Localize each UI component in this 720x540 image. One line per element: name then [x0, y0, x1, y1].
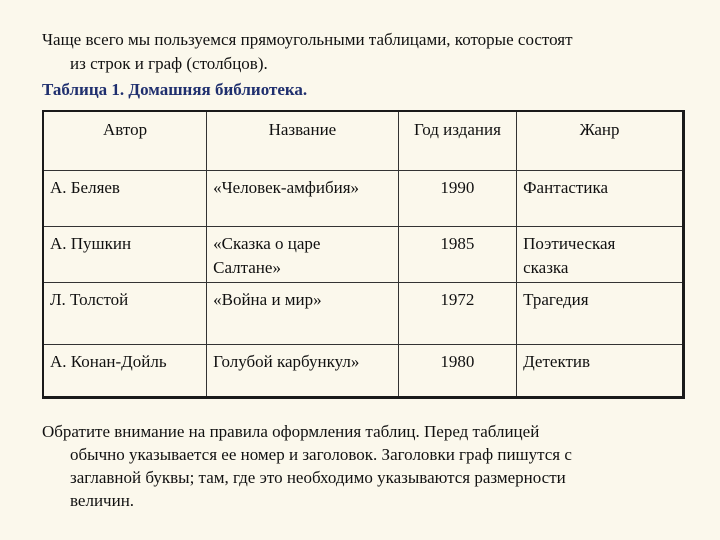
cell-genre-line-1: Поэтическая — [523, 234, 616, 253]
cell-title: «Война и мир» — [207, 283, 399, 345]
cell-genre: Фантастика — [517, 171, 684, 227]
cell-title — [207, 227, 399, 283]
outro-line-4: величин. — [70, 491, 135, 510]
intro-paragraph — [42, 28, 692, 76]
cell-title-line-1: «Сказка о царе — [213, 234, 321, 253]
cell-year: 1980 — [398, 345, 516, 398]
cell-author: А. Конан-Дойль — [43, 345, 207, 398]
cell-genre — [517, 227, 684, 283]
cell-title: «Человек-амфибия» — [207, 171, 399, 227]
header-genre: Жанр — [517, 111, 684, 171]
table-row — [43, 171, 684, 227]
intro-line-1: Чаще всего мы пользуемся прямоугольными таблицами, которые состоят — [42, 30, 573, 49]
cell-genre: Трагедия — [517, 283, 684, 345]
table-header-row — [43, 111, 684, 171]
cell-year: 1990 — [398, 171, 516, 227]
header-year: Год издания — [398, 111, 516, 171]
cell-title-line-2: Салтане» — [213, 258, 281, 277]
header-author: Автор — [43, 111, 207, 171]
outro-line-3: заглавной буквы; там, где это необходимо указываются размерности — [70, 468, 566, 487]
cell-author: А. Пушкин — [43, 227, 207, 283]
table-row — [43, 227, 684, 283]
cell-year: 1972 — [398, 283, 516, 345]
table-row — [43, 283, 684, 345]
table-row — [43, 345, 684, 398]
library-table — [42, 110, 685, 399]
outro-line-2: обычно указывается ее номер и заголовок. Заголовки граф пишутся с — [70, 445, 572, 464]
cell-author: Л. Толстой — [43, 283, 207, 345]
intro-line-2: из строк и граф (столбцов). — [70, 54, 268, 73]
cell-genre: Детектив — [517, 345, 684, 398]
cell-author: А. Беляев — [43, 171, 207, 227]
cell-year: 1985 — [398, 227, 516, 283]
outro-line-1: Обратите внимание на правила оформления таблиц. Перед таблицей — [42, 422, 540, 441]
header-title: Название — [207, 111, 399, 171]
cell-genre-line-2: сказка — [523, 258, 569, 277]
table-caption: Таблица 1. Домашняя библиотека. — [42, 80, 308, 99]
cell-title: Голубой карбункул» — [207, 345, 399, 398]
outro-paragraph — [42, 420, 692, 512]
